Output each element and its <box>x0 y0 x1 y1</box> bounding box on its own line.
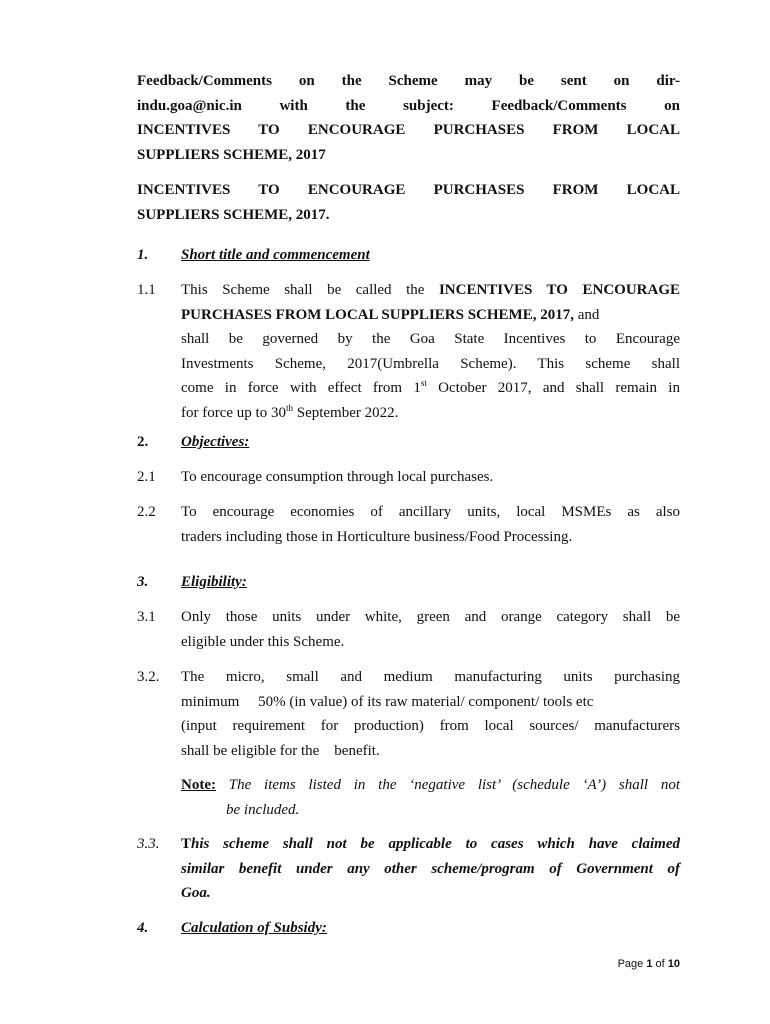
feedback-line: indu.goa@nic.in with the subject: Feedback/Comments on <box>137 97 680 114</box>
clause-line <box>181 832 680 857</box>
section-number: 4. <box>137 920 149 936</box>
text-run: come in force with effect from 1 <box>181 380 421 396</box>
clause-line: The micro, small and medium manufacturing units purchasing <box>181 669 680 685</box>
feedback-line: SUPPLIERS SCHEME, 2017 <box>137 146 326 163</box>
text-run: for force up to 30 <box>181 404 286 421</box>
section-heading: Short title and commencement <box>181 247 370 263</box>
document-title <box>137 178 680 227</box>
clause-number: 2.1 <box>137 469 156 485</box>
clause-number: 3.1 <box>137 609 156 625</box>
clause-text <box>181 465 680 490</box>
text-run: and <box>573 306 600 323</box>
italic-run: his scheme shall not be applicable to cases which have claimed <box>191 836 680 852</box>
text-run: October 2017, and shall remain in <box>426 380 680 396</box>
bold-run: INCENTIVES TO ENCOURAGE <box>438 282 680 298</box>
text-run: September 2022. <box>292 404 399 421</box>
clause-line: Goa. <box>181 885 211 901</box>
note-line <box>181 773 680 798</box>
note-line: be included. <box>226 801 300 818</box>
feedback-note <box>137 69 680 167</box>
clause-text <box>181 278 680 425</box>
clause-line <box>181 303 680 328</box>
clause-number: 3.3. <box>137 836 160 852</box>
feedback-line: Feedback/Comments on the Scheme may be sent on dir- <box>137 73 680 89</box>
clause-text <box>181 665 680 763</box>
clause-line: Only those units under white, green and orange category shall be <box>181 609 680 625</box>
feedback-line: INCENTIVES TO ENCOURAGE PURCHASES FROM LOCAL <box>137 122 680 138</box>
clause-line: minimum 50% (in value) of its raw material/ component/ tools etc <box>181 693 594 710</box>
page-number: 1 <box>646 958 653 970</box>
section-heading: Eligibility: <box>181 574 247 590</box>
clause-text <box>181 605 680 654</box>
section-heading: Objectives: <box>181 434 250 450</box>
clause-line <box>181 278 680 303</box>
clause-line: (input requirement for production) from local sources/ manufacturers <box>181 718 680 734</box>
note-block <box>181 773 680 822</box>
clause-number: 2.2 <box>137 504 156 520</box>
clause-text <box>181 832 680 906</box>
superscript: th <box>285 402 293 413</box>
page-total: 10 <box>667 958 680 970</box>
section-number: 1. <box>137 247 149 263</box>
title-line: INCENTIVES TO ENCOURAGE PURCHASES FROM LOCAL <box>137 182 680 198</box>
clause-line <box>181 401 680 426</box>
clause-line: Investments Scheme, 2017(Umbrella Scheme). This scheme shall <box>181 355 680 372</box>
clause-text <box>181 500 680 549</box>
clause-line: traders including those in Horticulture business/Food Processing. <box>181 528 573 545</box>
clause-number: 1.1 <box>137 282 156 298</box>
clause-line: shall be eligible for the benefit. <box>181 742 380 759</box>
title-line: SUPPLIERS SCHEME, 2017. <box>137 206 330 223</box>
section-number: 3. <box>137 574 149 590</box>
clause-line: To encourage consumption through local purchases. <box>181 469 494 485</box>
superscript: st <box>420 378 427 388</box>
clause-line: shall be governed by the Goa State Incentives to Encourage <box>181 331 680 347</box>
note-label: Note: <box>181 777 216 793</box>
clause-line: To encourage economies of ancillary units, local MSMEs as also <box>181 504 680 520</box>
clause-line: eligible under this Scheme. <box>181 633 345 650</box>
page-of-label: of <box>652 958 668 970</box>
clause-line: similar benefit under any other scheme/program of Government of <box>181 860 680 877</box>
page-footer <box>618 958 680 970</box>
note-text: The items listed in the ‘negative list’ (schedule ‘A’) shall not <box>215 777 680 793</box>
bold-run: PURCHASES FROM LOCAL SUPPLIERS SCHEME, 2017, <box>181 306 574 323</box>
text-run: T <box>181 836 192 852</box>
clause-line <box>181 376 680 401</box>
section-number: 2. <box>137 434 149 450</box>
text-run: This Scheme shall be called the <box>181 282 439 298</box>
clause-number: 3.2. <box>137 669 160 685</box>
section-heading: Calculation of Subsidy: <box>181 920 327 936</box>
page-label: Page <box>617 958 647 970</box>
